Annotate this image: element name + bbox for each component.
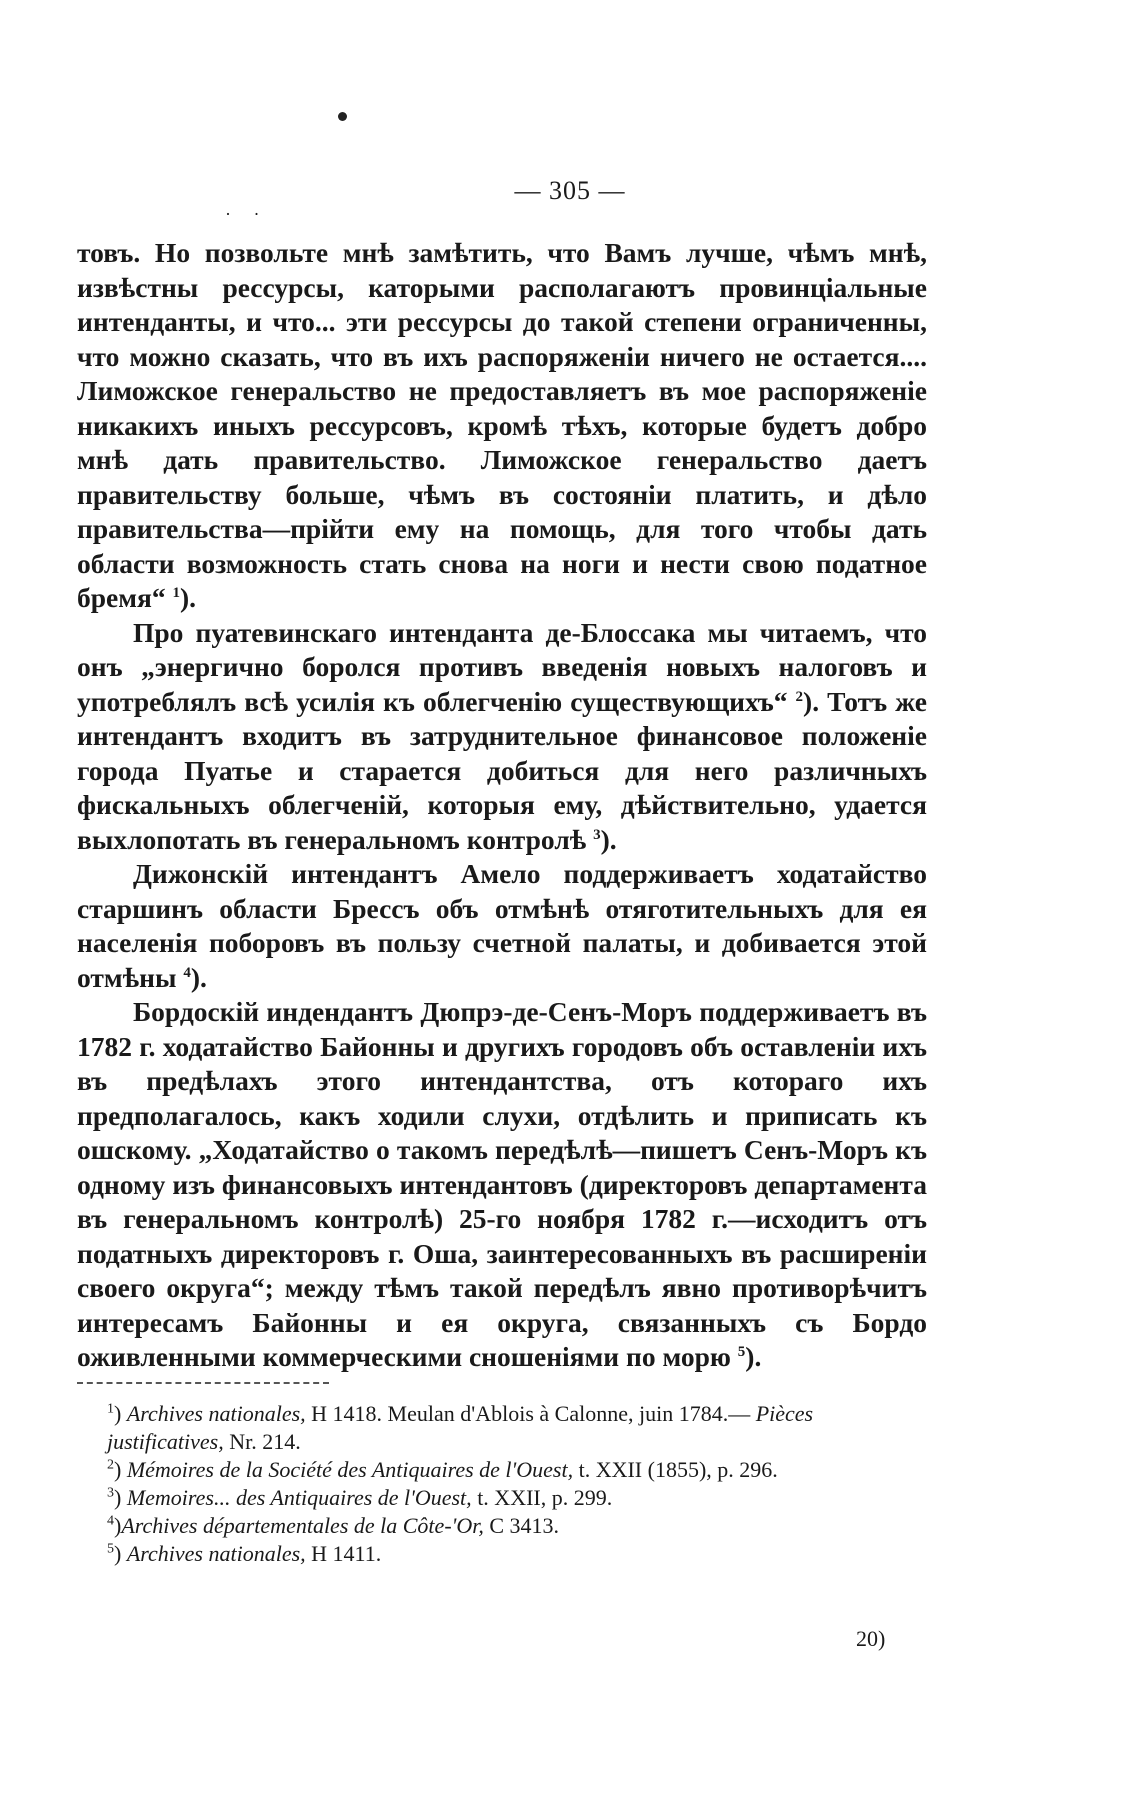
paragraph-2 [77,616,927,858]
footnote-source: Archives départementales de la Côte-'Or, [121,1513,484,1538]
paragraph-1 [77,236,927,616]
footnote-source: Archives nationales, [126,1401,306,1426]
paragraph-text: Бордоскій индендантъ Дюпрэ-де-Сенъ-Моръ поддерживаетъ въ 1782 г. ходатайство Байонны и другихъ городовъ объ оставленіи ихъ въ предѣлахъ этого интендантства, отъ котораго ихъ предполагалось, какъ ходили слухи, отдѣлить и приписать къ ошскому. „Ходатайство о такомъ передѣлѣ—пишетъ Сенъ-Моръ къ одному изъ финансовыхъ интендантовъ (директоровъ департамента въ генеральномъ контролѣ) 25-го ноября 1782 г.—исходитъ отъ податныхъ директоровъ г. Оша, заинтересованныхъ въ расширеніи своего округа“; между тѣмъ такой передѣлъ явно противорѣчитъ интересамъ Байонны и ея округа, связанныхъ съ Бордо оживленными коммерческими сношеніями по морю [77,996,927,1372]
footnote-2: $^2$) Mémoires de la Société des Antiquaires de l'Ouest, t. XXII (1855), p. 296. [107,1457,778,1482]
footnote-mark: 3 [107,1485,114,1501]
signature-mark: 20) [856,1626,886,1651]
footnote-mark: 1 [107,1401,114,1417]
paragraph-tail: ). [745,1341,762,1372]
footnote-detail: H 1418. Meulan d'Ablois à Calonne, juin 1784.— [305,1401,751,1426]
paragraph-3 [77,857,927,995]
footnote-ref: 3 [593,826,601,843]
paragraph-4 [77,995,927,1375]
paragraph-tail: ). Тотъ же интендантъ входитъ въ затруднительное финансовое положеніе города Пуатье и старается добиться для него различныхъ фискальныхъ облегченій, которыя ему, дѣйствительно, удается выхлопотать въ генеральномъ контролѣ [77,685,927,855]
footnote-detail: H 1411. [305,1541,382,1566]
ink-specks: · · [225,204,260,224]
footnote-detail: t. XXII (1855), p. 296. [573,1457,778,1482]
footnote-mark: 5 [107,1541,114,1557]
footnote-source: Mémoires de la Société des Antiquaires de l'Ouest, [126,1457,574,1482]
page-number: — 305 — [514,176,626,205]
footnote-4: $^4$)Archives départementales de la Côte-'Or, C 3413. [107,1513,560,1538]
footnote-ref: 4 [183,964,191,981]
footnote-divider [77,1382,329,1384]
ink-dot [338,112,347,121]
paragraph-tail: ). [180,582,197,613]
main-text [77,236,927,1375]
footnote-detail: t. XXII, p. 299. [471,1485,613,1510]
footnote-detail: C 3413. [483,1513,560,1538]
paragraph-tail: ). [600,823,617,855]
footnote-mark: 2 [107,1457,114,1473]
paragraph-tail: ). [190,961,207,993]
footnote-mark: 4 [107,1513,114,1529]
footnote-ref: 2 [795,688,804,705]
footnote-detail: Nr. 214. [223,1429,301,1454]
footnote-3: $^3$) Memoires... des Antiquaires de l'Ouest, t. XXII, p. 299. [107,1485,613,1510]
footnote-1: $^1$) Archives nationales, H 1418. Meulan d'Ablois à Calonne, juin 1784.— Pièces justificatives, Nr. 214. [107,1401,814,1454]
footnote-source: Pièces justificatives, [107,1401,814,1454]
footnotes [107,1400,927,1568]
footnote-ref: 1 [172,584,180,601]
footnote-5: $^5$) Archives nationales, H 1411. [107,1541,382,1566]
paragraph-text: товъ. Но позвольте мнѣ замѣтить, что Вамъ лучше, чѣмъ мнѣ, извѣстны рессурсы, каторыми располагаютъ провинціальные интенданты, и что... эти рессурсы до такой степени ограниченны, что можно сказать, что въ ихъ распоряженіи ничего не остается.... Лиможское генеральство не предоставляетъ въ мое распоряженіе никакихъ иныхъ рессурсовъ, кромѣ тѣхъ, которые будетъ добро мнѣ дать правительство. Лиможское генеральство даетъ правительству больше, чѣмъ въ состояніи платить, и дѣло правительства—прійти ему на помощь, для того чтобы дать области возможность стать снова на ноги и нести свою податное бремя“ [77,237,927,613]
paragraph-text: Про пуатевинскаго интенданта де-Блоссака мы читаемъ, что онъ „энергично боролся противъ введенія новыхъ налоговъ и употреблялъ всѣ усилія къ облегченію существующихъ“ [77,616,927,717]
footnote-ref: 5 [737,1343,746,1360]
paragraph-text: Дижонскій интендантъ Амело поддерживаетъ ходатайство старшинъ области Брессъ объ отмѣнѣ отяготительныхъ для ея населенія поборовъ въ пользу счетной палаты, и добивается этой отмѣны [77,858,927,993]
footnote-source: Memoires... des Antiquaires de l'Ouest, [126,1485,472,1510]
footnote-source: Archives nationales, [126,1541,306,1566]
